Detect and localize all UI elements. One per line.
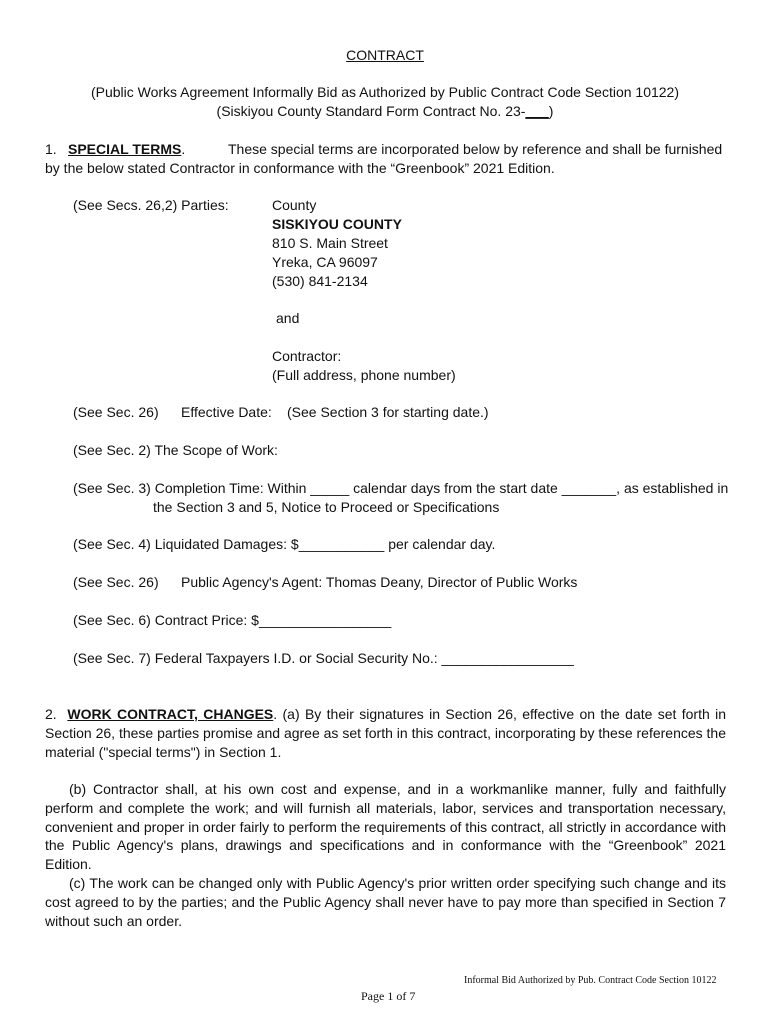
- section2-para-a: [45, 705, 726, 761]
- effective-date-value: (See Section 3 for starting date.): [287, 404, 489, 420]
- section2-number: 2.: [45, 706, 57, 722]
- section1-intro-line1: These special terms are incorporated below by reference and shall be furnished: [228, 141, 723, 157]
- scope-of-work: (See Sec. 2) The Scope of Work:: [73, 442, 278, 458]
- document-subtitle-line1: (Public Works Agreement Informally Bid as Authorized by Public Contract Code Section 10122): [90, 84, 680, 100]
- form-number-blank: ___: [525, 103, 549, 119]
- document-title: CONTRACT: [346, 47, 424, 63]
- document-subtitle-line2: [0, 102, 770, 121]
- contractor-hint: (Full address, phone number): [272, 367, 456, 383]
- section1-heading: [68, 140, 185, 159]
- liquidated-damages: (See Sec. 4) Liquidated Damages: $___________ per calendar day.: [73, 536, 496, 552]
- section1-number: 1.: [45, 141, 57, 157]
- agent-value: Public Agency's Agent: Thomas Deany, Director of Public Works: [181, 574, 578, 590]
- taxpayer-id: (See Sec. 7) Federal Taxpayers I.D. or Social Security No.: _________________: [73, 650, 574, 666]
- section1-heading-period: .: [181, 141, 186, 157]
- agent-ref: (See Sec. 26): [73, 574, 159, 590]
- subtitle-prefix: (Siskiyou County Standard Form Contract No. 23-: [216, 103, 526, 119]
- section1-intro-line2: by the below stated Contractor in conformance with the “Greenbook” 2021 Edition.: [45, 160, 555, 176]
- effective-date-ref: (See Sec. 26): [73, 404, 159, 420]
- county-address-line2: Yreka, CA 96097: [272, 254, 378, 270]
- page-number: Page 1 of 7: [361, 989, 416, 1003]
- county-label: County: [272, 197, 317, 213]
- county-name: SISKIYOU COUNTY: [272, 216, 402, 232]
- section2-heading: WORK CONTRACT, CHANGES: [67, 706, 274, 722]
- county-phone: (530) 841-2134: [272, 273, 368, 289]
- contractor-label: Contractor:: [272, 348, 342, 364]
- effective-date-label: Effective Date:: [181, 404, 272, 420]
- subtitle-suffix: ): [548, 103, 554, 119]
- contract-price: (See Sec. 6) Contract Price: $_________________: [73, 612, 392, 628]
- completion-time-line1: (See Sec. 3) Completion Time: Within _____ calendar days from the start date _______, as established in: [73, 480, 729, 496]
- parties-and: and: [276, 310, 300, 326]
- section2-para-c: (c) The work can be changed only with Public Agency's prior written order specifying such change and its cost agreed to by the parties; and the Public Agency shall never have to pay more than specified in Section 7 without such an order.: [45, 875, 726, 929]
- section1-heading-text: SPECIAL TERMS: [68, 141, 182, 157]
- footer-note: Informal Bid Authorized by Pub. Contract Code Section 10122: [464, 975, 717, 986]
- parties-label: (See Secs. 26,2) Parties:: [73, 197, 229, 213]
- section2-para-b: (b) Contractor shall, at his own cost and expense, and in a workmanlike manner, fully and faithfully perform and complete the work; and will furnish all materials, labor, services and transportation necessary, convenient and proper in order fairly to perform the requirements of this contract, all strictly in accordance with the Public Agency's plans, drawings and specifications and in conformance with the “Greenbook” 2021 Edition.: [45, 781, 726, 873]
- section2-para-a-text: . (a) By their signatures in Section 26, effective on the date set forth in Section 26, these parties promise and agree as set forth in this contract, incorporating by these references the material ("special terms") in Section 1.: [45, 706, 727, 760]
- completion-time-line2: the Section 3 and 5, Notice to Proceed or Specifications: [153, 499, 500, 515]
- county-address-line1: 810 S. Main Street: [272, 235, 388, 251]
